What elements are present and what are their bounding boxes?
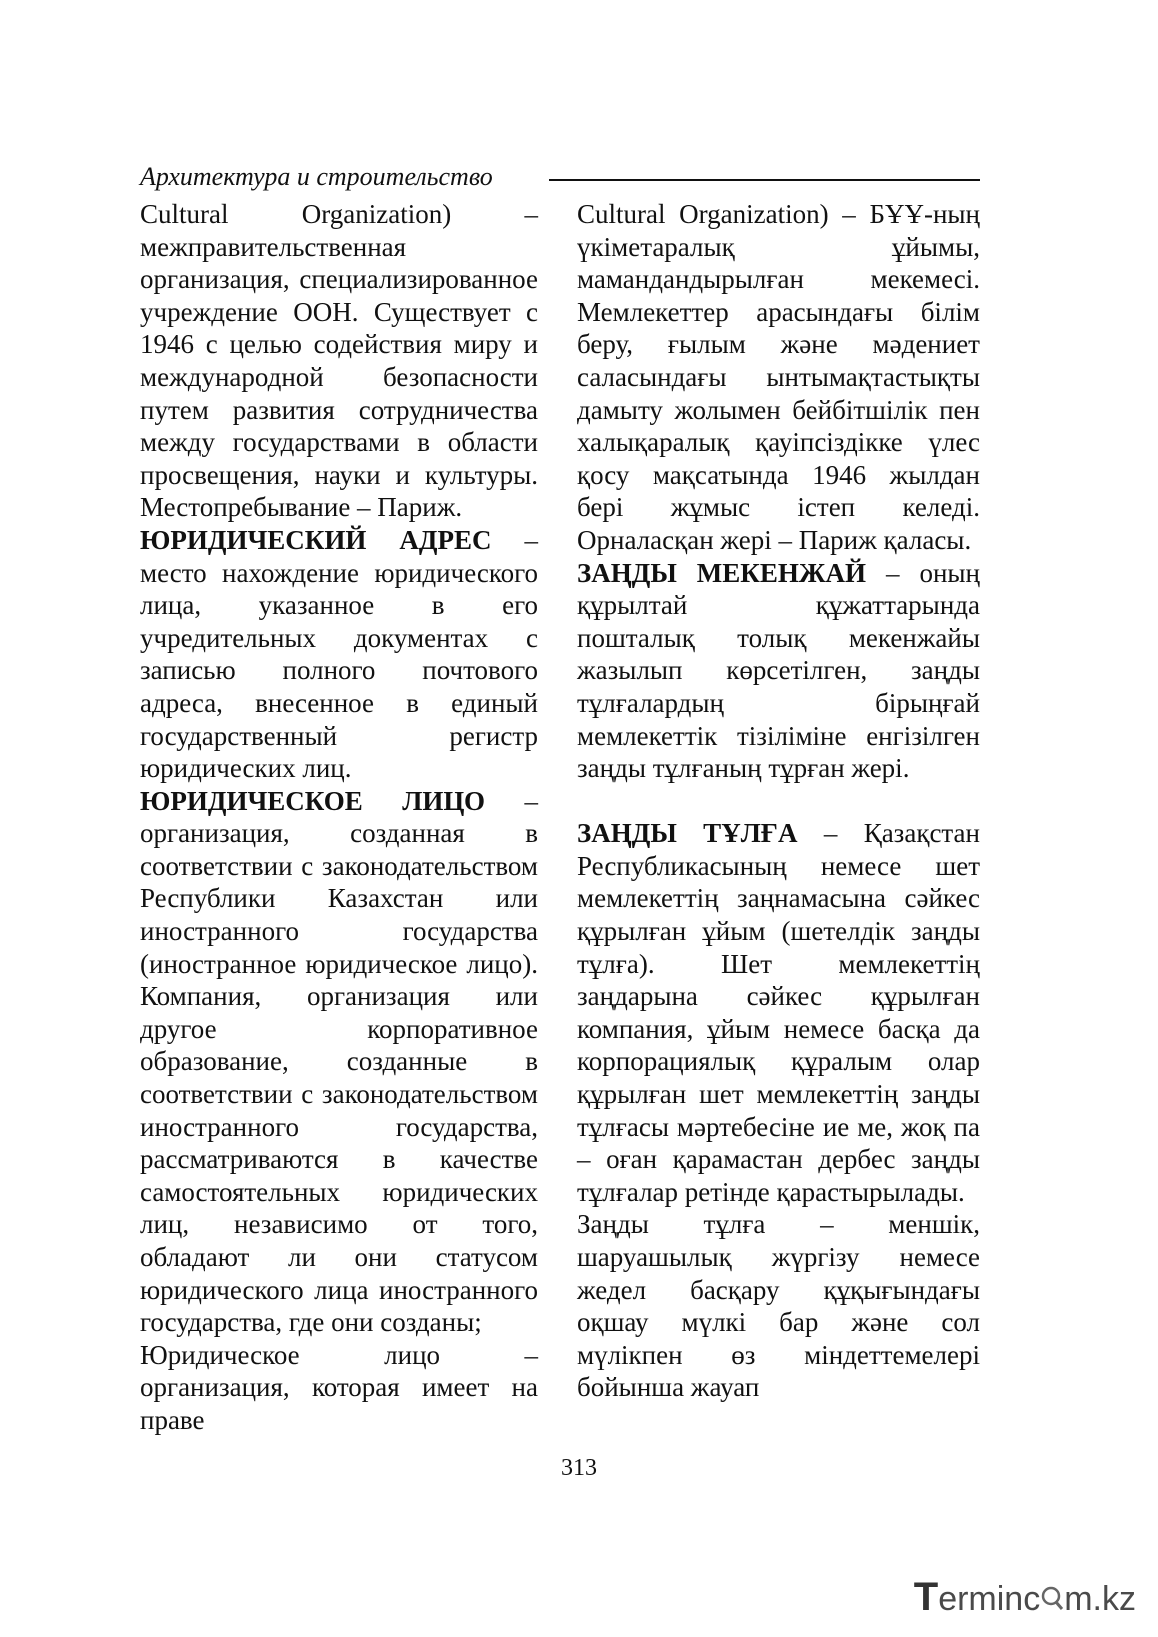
entry-paragraph (577, 817, 980, 1208)
watermark-logo (914, 1575, 1136, 1625)
entry-term: ЮРИДИЧЕСКИЙ АДРЕС (140, 524, 492, 555)
entry-text: Cultural Organization) – БҰҰ-ның үкіметаралық ұйымы, мамандандырылған мекемесі. Мемлекеттер арасындағы білім беру, ғылым және мәдениет саласындағы ынтымақтастықты дамыту жолымен бейбітшілік пен халықаралық қауіпсіздікке үлес қосу мақсатында 1946 жылдан бері жұмыс істеп келеді. Орналасқан жері – Париж қаласы. (577, 199, 980, 555)
page-number: 313 (561, 1455, 597, 1481)
entry-term: ЗАҢДЫ МЕКЕНЖАЙ (577, 557, 867, 588)
entry-paragraph (140, 198, 538, 524)
entry-paragraph (577, 198, 980, 557)
entry-paragraph (577, 557, 980, 785)
header-title: Архитектура и строительство (140, 162, 493, 191)
entry-paragraph (140, 785, 538, 1339)
entry-text: Юридическое лицо – организация, которая имеет на праве (140, 1339, 538, 1435)
watermark-t: T (913, 1575, 939, 1619)
entry-paragraph (577, 1208, 980, 1404)
entry-text: – организация, созданная в соответствии с законодательством Республики Казахстан или иностранного государства (иностранное юридическое лицо). Компания, организация или другое корпоративное образование, созданные в соответствии с законодательством иностранного государства, рассматриваются в качестве самостоятельных юридических лиц, независимо от того, обладают ли они статусом юридического лица иностранного государства, где они созданы; (140, 785, 539, 1338)
entry-paragraph (140, 1339, 538, 1437)
entry-text: – Қазақстан Республикасының немесе шет мемлекеттің заңнамасына сәйкес құрылған ұйым (шетелдік заңды тұлға). Шет мемлекеттің заңдарына сәйкес құрылған компания, ұйым немесе басқа да корпорациялық құралым олар құрылған шет мемлекеттің заңды тұлғасы мәртебесіне ие ме, жоқ па – оған қарамастан дербес заңды тұлғалар ретінде қарастырылады. (577, 818, 980, 1207)
entry-term: ЗАҢДЫ ТҰЛҒА (577, 818, 798, 849)
entry-text: Cultural Organization) – межправительственная организация, специализированное учреждение ООН. Существует с 1946 с целью содействия миру и международной безопасности путем развития сотрудничества между государствами в области просвещения, науки и культуры. Местопребывание – Париж. (140, 199, 538, 523)
entry-text: Заңды тұлға – меншік, шаруашылық жүргізу немесе жедел басқару құқығындағы оқшау мүлкі бар және сол мүлікпен өз міндеттемелері бойынша жауап (577, 1209, 980, 1403)
watermark-part2: m.kz (1064, 1580, 1136, 1618)
entry-text: – оның құрылтай құжаттарында пошталық толық мекенжайы жазылып көрсетілген, заңды тұлғалардың бірыңғай мемлекеттік тізіліміне енгізілген заңды тұлғаның тұрған жері. (577, 557, 980, 784)
entry-text: – место нахождение юридического лица, указанное в его учредительных документах с записью полного почтового адреса, внесенное в единый государственный регистр юридических лиц. (140, 524, 539, 784)
magnifier-icon (1040, 1584, 1064, 1617)
entry-term: ЮРИДИЧЕСКОЕ ЛИЦО (140, 785, 485, 816)
watermark-part1: erminc (938, 1580, 1041, 1618)
right-column (577, 198, 980, 1404)
left-column (140, 198, 538, 1437)
running-header (140, 160, 980, 194)
entry-paragraph (140, 524, 538, 785)
header-rule (549, 179, 980, 181)
